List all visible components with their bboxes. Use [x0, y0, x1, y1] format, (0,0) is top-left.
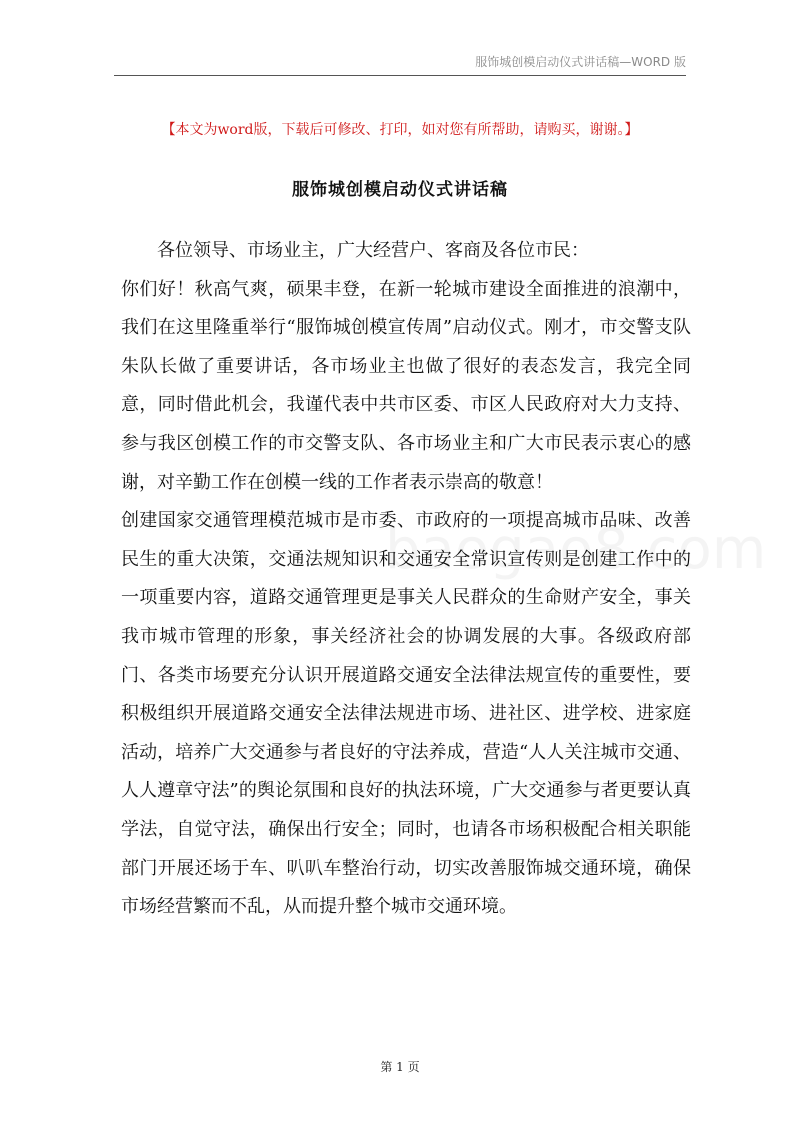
paragraph-main: 创建国家交通管理模范城市是市委、市政府的一项提高城市品味、改善民生的重大决策，交通法规知识和交通安全常识宣传则是创建工作中的一项重要内容，道路交通管理更是事关人民群众的生命财产安全，事关我市城市管理的形象，事关经济社会的协调发展的大事。各级政府部门、各类市场要充分认识开展道路交通安全法律法规宣传的重要性，要积极组织开展道路交通安全法律法规进市场、进社区、进学校、进家庭活动，培养广大交通参与者良好的守法养成，营造“人人关注城市交通、人人遵章守法”的舆论氛围和良好的执法环境，广大交通参与者更要认真学法，自觉守法，确保出行安全；同时，也请各市场积极配合相关职能部门开展还场于车、叭叭车整治行动，切实改善服饰城交通环境，确保市场经营繁而不乱，从而提升整个城市交通环境。 [121, 510, 691, 918]
watermark [385, 517, 766, 582]
page-number: 第 1 页 [380, 1060, 420, 1074]
document-title: 服饰城创模启动仪式讲话稿 [292, 180, 508, 200]
download-notice: 【本文为word版，下载后可修改、打印，如对您有所帮助，请购买，谢谢。】 [161, 122, 639, 138]
header-rule [114, 75, 686, 76]
salutation: 各位领导、市场业主，广大经营户、客商及各位市民： [157, 240, 589, 261]
running-header: 服饰城创模启动仪式讲话稿—WORD 版 [475, 55, 686, 69]
paragraph-greeting: 你们好！秋高气爽，硕果丰登，在新一轮城市建设全面推进的浪潮中，我们在这里隆重举行“服饰城创模宣传周”启动仪式。刚才，市交警支队朱队长做了重要讲话，各市场业主也做了很好的表态发言，我完全同意，同时借此机会，我谨代表中共市区委、市区人民政府对大力支持、参与我区创模工作的市交警支队、各市场业主和广大市民表示衷心的感谢，对辛勤工作在创模一线的工作者表示崇高的敬意！ [121, 278, 691, 493]
